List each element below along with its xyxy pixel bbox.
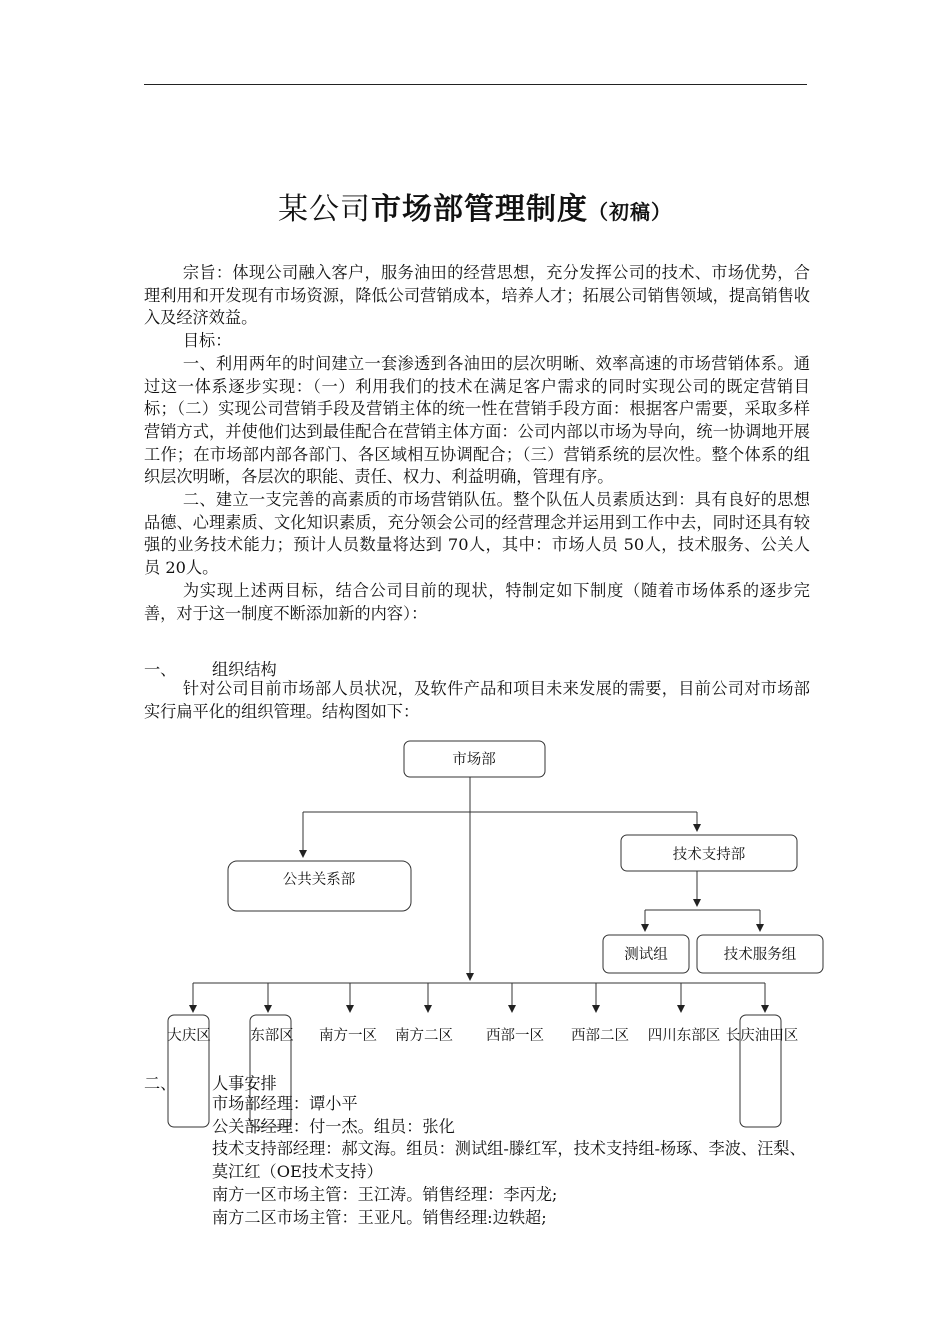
label-pr-dept: 公共关系部 bbox=[282, 872, 356, 888]
label-test-group: 测试组 bbox=[624, 947, 668, 963]
label-region: 四川东部区 bbox=[647, 1028, 721, 1044]
title-note: （初稿） bbox=[588, 200, 672, 224]
purpose-paragraph: 宗旨：体现公司融入客户，服务油田的经营思想，充分发挥公司的技术、市场优势，合理利用和开发现有市场资源，降低公司营销成本，培养人才；拓展公司销售领域，提高销售收入及经济效益。 bbox=[144, 263, 810, 328]
title-main: 市场部管理制度 bbox=[371, 192, 588, 227]
title-prefix: 某公司 bbox=[278, 192, 371, 227]
section-heading-staff bbox=[144, 1070, 277, 1094]
label-region: 长庆油田区 bbox=[725, 1028, 799, 1044]
staff-list bbox=[212, 1093, 810, 1229]
conclusion-paragraph: 为实现上述两目标，结合公司目前的现状，特制定如下制度（随着市场体系的逐步完善，对于这一制度不断添加新的内容）： bbox=[144, 580, 810, 623]
label-region: 南方一区 bbox=[319, 1028, 377, 1044]
label-region: 南方二区 bbox=[395, 1028, 453, 1044]
section-title: 人事安排 bbox=[212, 1074, 277, 1093]
staff-line: 南方一区市场主管：王江涛。销售经理：李丙龙; bbox=[212, 1184, 558, 1204]
label-market-dept: 市场部 bbox=[452, 752, 496, 768]
goal-heading: 目标： bbox=[182, 331, 232, 351]
section-number: 二、 bbox=[144, 1074, 177, 1093]
label-tech-dept: 技术支持部 bbox=[672, 847, 746, 863]
label-region: 东部区 bbox=[250, 1028, 294, 1044]
goal-two-paragraph: 二、建立一支完善的高素质的市场营销队伍。整个队伍人员素质达到：具有良好的思想品德、心理素质、文化知识素质，充分领会公司的经营理念并运用到工作中去，同时还具有较强的业务技术能力；预计人员数量将达到 70人，其中：市场人员 50人，技术服务、公关人员 20人。 bbox=[144, 490, 810, 578]
section-title: 组织结构 bbox=[212, 660, 277, 679]
staff-line: 市场部经理：谭小平 bbox=[212, 1094, 358, 1113]
label-service-group: 技术服务组 bbox=[723, 947, 797, 963]
structure-paragraph: 针对公司目前市场部人员状况，及软件产品和项目未来发展的需要，目前公司对市场部实行扁平化的组织管理。结构图如下： bbox=[144, 679, 810, 721]
staff-line: 公关部经理：付一杰。组员：张化 bbox=[212, 1116, 455, 1136]
goal-one-paragraph: 一、利用两年的时间建立一套渗透到各油田的层次明晰、效率高速的市场营销体系。通过这一体系逐步实现：（一）利用我们的技术在满足客户需求的同时实现公司的既定营销目标；（二）实现公司营销手段及营销主体的统一性在营销手段方面：根据客户需要，采取多样营销方式，并使他们达到最佳配合在营销主体方面：公司内部以市场为导向，统一协调地开展工作；在市场部内部各部门、各区域相互协调配合；（三）营销系统的层次性。整个体系的组织层次明晰，各层次的职能、责任、权力、利益明确，管理有序。 bbox=[144, 353, 810, 487]
label-region: 西部一区 bbox=[486, 1028, 544, 1044]
staff-line: 南方二区市场主管：王亚凡。销售经理:边轶超; bbox=[212, 1207, 547, 1227]
staff-line: 技术支持部经理：郝文海。组员：测试组-滕红军，技术支持组-杨琢、李波、汪梨、莫江红（OE技术支持） bbox=[212, 1139, 806, 1182]
section-number: 一、 bbox=[144, 660, 177, 679]
label-region: 大庆区 bbox=[167, 1028, 211, 1044]
label-region: 西部二区 bbox=[571, 1028, 629, 1044]
